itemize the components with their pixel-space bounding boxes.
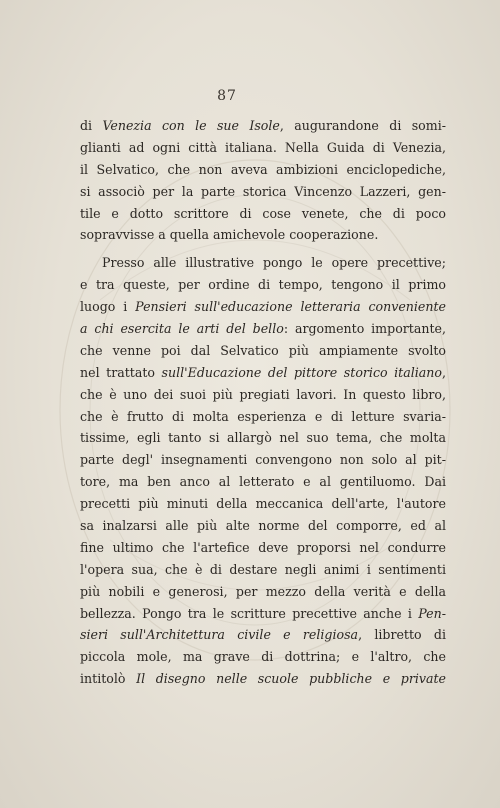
text-segment: si associò per la parte storica Vincenzo Lazzeri, gen-: [80, 183, 446, 199]
text-line: [80, 537, 446, 559]
text-line: [80, 296, 446, 318]
text-segment: , libretto di: [358, 627, 446, 643]
text-segment: , augurandone di somi-: [279, 118, 446, 133]
text-line: [80, 603, 446, 625]
text-line: [80, 181, 446, 203]
text-segment: e tra queste, per ordine di tempo, tengono il primo: [80, 277, 446, 293]
italic-title-text: Il disegno nelle scuole pubbliche e private: [136, 671, 447, 687]
text-segment: glianti ad ogni città italiana. Nella Guida di Venezia,: [80, 139, 446, 155]
text-line: [80, 224, 446, 246]
text-segment: di: [80, 118, 103, 133]
text-line: [80, 668, 446, 690]
text-line: [80, 559, 446, 581]
text-segment: ,: [442, 364, 447, 380]
text-segment: : argomento importante,: [283, 321, 446, 337]
text-line: [80, 203, 446, 225]
text-line: [80, 340, 446, 362]
text-line: [80, 274, 446, 296]
text-segment: l'opera sua, che è di destare negli animi i sentimenti: [80, 561, 446, 577]
text-line: [80, 646, 446, 668]
text-segment: parte degl' insegnamenti convengono non solo al pit-: [80, 452, 446, 468]
text-segment: che è frutto di molta esperienza e di letture svaria-: [80, 408, 446, 424]
italic-title-text: Pen-: [418, 605, 446, 621]
italic-title-text: a chi esercita le arti del bello: [80, 321, 284, 337]
text-segment: Presso alle illustrative pongo le opere precettive;: [102, 255, 446, 271]
text-line: [80, 449, 446, 471]
text-line: [80, 471, 446, 493]
text-line: [80, 493, 446, 515]
text-line: [80, 137, 446, 159]
text-line: [80, 115, 446, 137]
text-line: [80, 581, 446, 603]
text-segment: il Selvatico, che non aveva ambizioni enciclopediche,: [80, 161, 446, 177]
text-line: [80, 159, 446, 181]
text-line: [80, 384, 446, 406]
text-segment: intitolò: [80, 671, 137, 687]
text-line: [80, 362, 446, 384]
text-segment: precetti più minuti della meccanica dell'arte, l'autore: [80, 496, 446, 512]
italic-title-text: sull'Educazione del pittore storico italiano: [161, 364, 442, 380]
text-segment: piccola mole, ma grave di dottrina; e l'altro, che: [80, 649, 446, 665]
text-segment: tile e dotto scrittore di cose venete, che di poco: [80, 205, 446, 221]
text-segment: sa inalzarsi alle più alte norme del comporre, ed al: [80, 518, 446, 534]
italic-title-text: Pensieri sull'educazione letteraria conveniente: [135, 299, 447, 315]
text-segment: tore, ma ben anco al letterato e al gentiluomo. Dai: [80, 474, 446, 490]
text-segment: che è uno dei suoi più pregiati lavori. In questo libro,: [80, 386, 446, 402]
text-line: [80, 406, 446, 428]
body-text: [80, 115, 446, 690]
text-segment: tissime, egli tanto si allargò nel suo tema, che molta: [80, 430, 446, 446]
italic-title-text: sieri sull'Architettura civile e religiosa: [80, 627, 359, 643]
text-line: [80, 624, 446, 646]
text-segment: nel trattato: [80, 364, 162, 380]
text-segment: bellezza. Pongo tra le scritture precettive anche i: [80, 605, 419, 621]
text-segment: più nobili e generosi, per mezzo della verità e della: [80, 583, 446, 599]
text-segment: sopravvisse a quella amichevole cooperazione.: [80, 227, 379, 243]
text-segment: fine ultimo che l'artefice deve proporsi nel condurre: [80, 539, 446, 555]
text-line: [80, 515, 446, 537]
page-number: 87: [217, 88, 237, 104]
italic-title-text: Venezia con le sue Isole: [102, 118, 280, 133]
text-line: [80, 252, 446, 274]
text-segment: che venne poi dal Selvatico più ampiamente svolto: [80, 342, 446, 358]
text-line: [80, 318, 446, 340]
text-segment: luogo i: [80, 299, 136, 315]
text-line: [80, 427, 446, 449]
